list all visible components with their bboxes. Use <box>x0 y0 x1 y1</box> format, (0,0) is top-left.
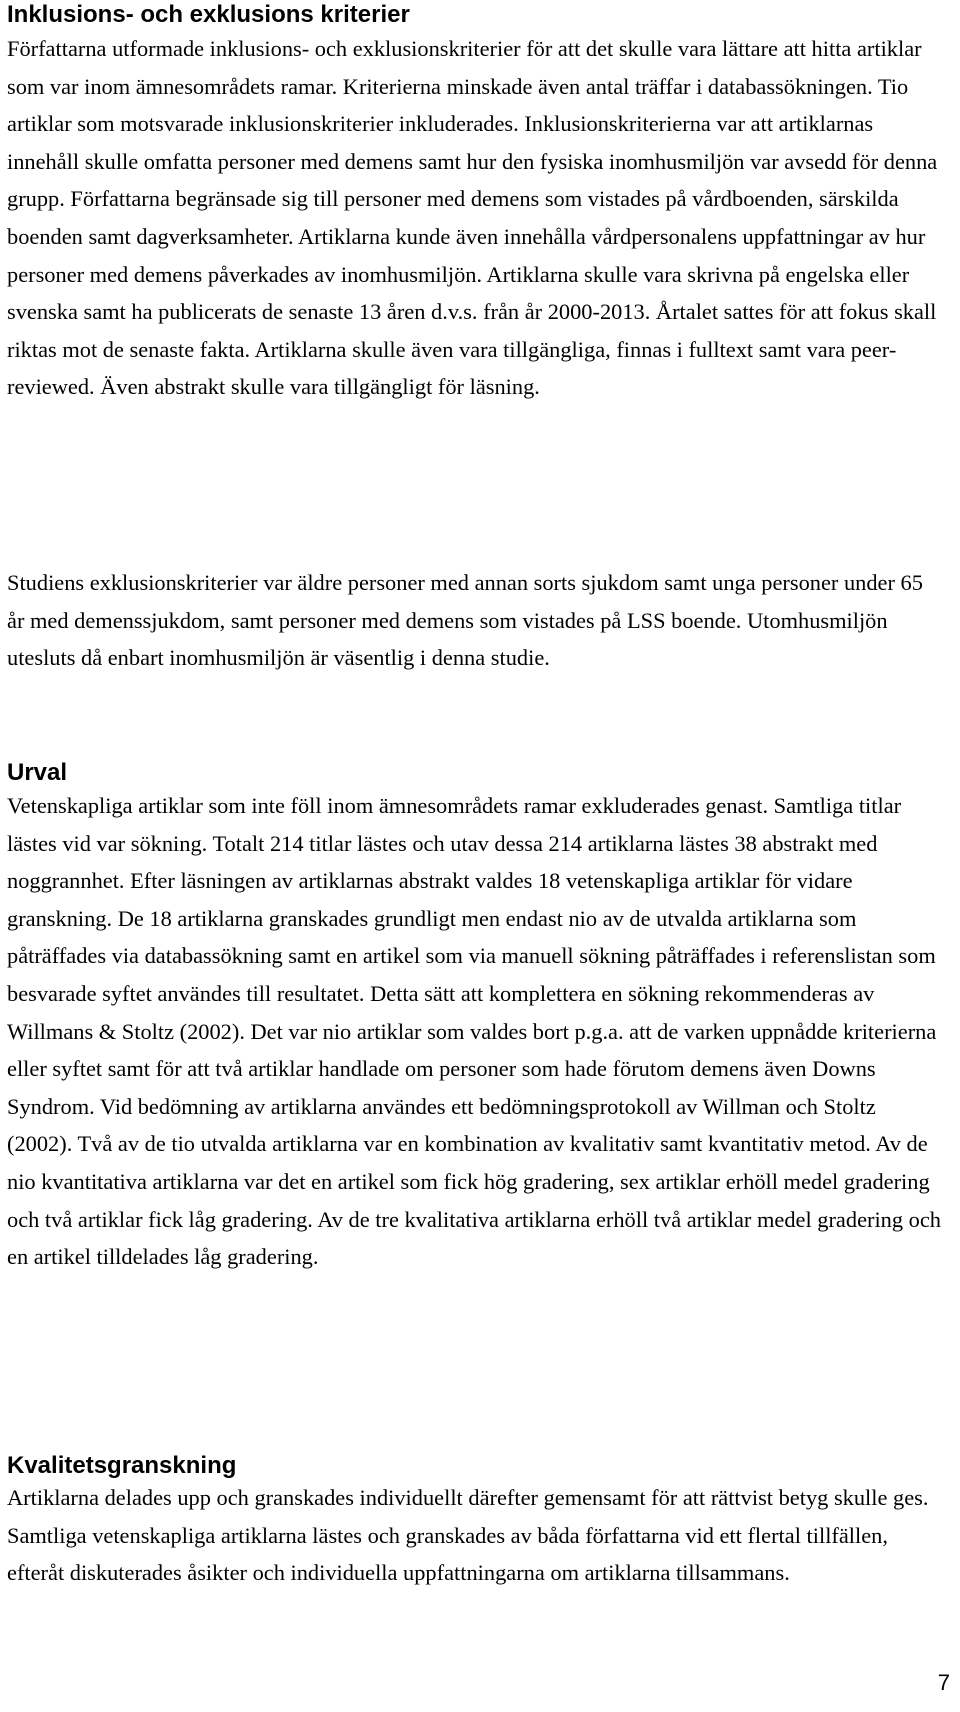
paragraph-inklusionskriterier: Författarna utformade inklusions- och exklusionskriterier för att det skulle vara lättare att hitta artiklar som var inom ämnesområdets ramar. Kriterierna minskade även antal träffar i databassökningen. Tio artiklar som motsvarade inklusionskriterier inkluderades. Inklusionskriterierna var att artiklarnas innehåll skulle omfatta personer med demens samt hur den fysiska inomhusmiljön var avsedd för denna grupp. Författarna begränsade sig till personer med demens som vistades på vårdboenden, särskilda boenden samt dagverksamheter. Artiklarna kunde även innehålla vårdpersonalens uppfattningar av hur personer med demens påverkades av inomhusmiljön. Artiklarna skulle vara skrivna på engelska eller svenska samt ha publicerats de senaste 13 åren d.v.s. från år 2000-2013. Årtalet sattes för att fokus skall riktas mot de senaste fakta. Artiklarna skulle även vara tillgängliga, finnas i fulltext samt vara peer-reviewed. Även abstrakt skulle vara tillgängligt för läsning. <box>7 36 938 400</box>
section-heading-inklusions: Inklusions- och exklusions kriterier <box>7 1 410 28</box>
paragraph-urval: Vetenskapliga artiklar som inte föll inom ämnesområdets ramar exkluderades genast. Samtliga titlar lästes vid var sökning. Totalt 214 titlar lästes och utav dessa 214 artiklarna lästes 38 abstrakt med noggrannhet. Efter läsningen av artiklarnas abstrakt valdes 18 vetenskapliga artiklar för vidare granskning. De 18 artiklarna granskades grundligt men endast nio av de utvalda artiklarna som påträffades via databassökning samt en artikel som via manuell sökning påträffades i referenslistan som besvarade syftet användes till resultatet. Detta sätt att komplettera en sökning rekommenderas av Willmans & Stoltz (2002). Det var nio artiklar som valdes bort p.g.a. att de varken uppnådde kriterierna eller syftet samt för att två artiklar handlade om personer som hade förutom demens även Downs Syndrom. Vid bedömning av artiklarna användes ett bedömningsprotokoll av Willman och Stoltz (2002). Två av de tio utvalda artiklarna var en kombination av kvalitativ samt kvantitativ metod. Av de nio kvantitativa artiklarna var det en artikel som fick hög gradering, sex artiklar erhöll medel gradering och två artiklar fick låg gradering. Av de tre kvalitativa artiklarna erhöll två artiklar medel gradering och en artikel tilldelades låg gradering. <box>7 793 941 1270</box>
section-heading-kvalitetsgranskning: Kvalitetsgranskning <box>7 1452 237 1479</box>
paragraph-kvalitetsgranskning: Artiklarna delades upp och granskades individuellt därefter gemensamt för att rättvist betyg skulle ges. Samtliga vetenskapliga artiklarna lästes och granskades av båda författarna vid ett flertal tillfällen, efteråt diskuterades åsikter och individuella uppfattningarna om artiklarna tillsammans. <box>7 1485 929 1586</box>
paragraph-exklusionskriterier: Studiens exklusionskriterier var äldre personer med annan sorts sjukdom samt unga personer under 65 år med demenssjukdom, samt personer med demens som vistades på LSS boende. Utomhusmiljön utesluts då enbart inomhusmiljön är väsentlig i denna studie. <box>7 570 923 671</box>
section-heading-urval: Urval <box>7 759 68 786</box>
page-number: 7 <box>937 1670 950 1695</box>
